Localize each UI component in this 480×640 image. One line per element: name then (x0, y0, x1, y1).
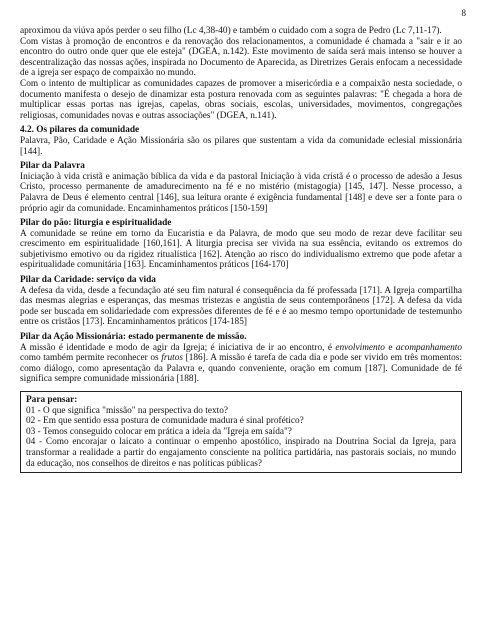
reflection-question-3: 03 - Temos conseguido colocar em prática a ideia da "Igreja em saída"? (26, 426, 292, 437)
text-pilar-caridade: A defesa da vida, desde a fecundação até seu fim natural é consequência da fé professada [171]. A Igreja compartilha das mesmas alegrias e esperanças, das mesmas tristezas e angústia de seus contemporâneos [172]. A defesa da vida pode ser buscada em solidariedade com expressões diferentes de fé e é ao mesmo tempo oportunidade de testemunho entre os cristãos [173]. Encaminhamentos práticos [174-185] (20, 285, 462, 328)
text-pilar-missao (20, 343, 462, 385)
missao-text-part-2: e (384, 342, 396, 353)
missao-italic-envolvimento: envolvimento (335, 342, 385, 353)
reflection-question-2: 02 - Em que sentido essa postura de comunidade madura é sinal profético? (26, 416, 304, 427)
reflection-question-1: 01 - O que significa "missão" na perspectiva do texto? (26, 405, 228, 416)
missao-text-part-3: como também permite reconhecer os (20, 353, 162, 364)
reflection-title: Para pensar: (26, 395, 78, 405)
missao-text-part-1: A missão é identidade e modo de agir da Igreja; é iniciativa de ir ao encontro, é (20, 342, 336, 353)
reflection-box (20, 391, 462, 473)
intro-paragraph-3: Com o intento de multiplicar as comunidades capazes de promover a misericórdia e a compaixão nesta sociedade, o documento manifesta o desejo de dinamizar esta postura renovada com as seguintes palavras: "É chegada a hora de multiplicar essas portas nas igrejas, capelas, obras sociais, escolas, universidades, movimentos, congregações religiosas, comunidades novas e outras associações" (DGEA, n.141). (20, 78, 462, 121)
missao-text-part-4: [186]. A missão é tarefa de cada dia e pode ser vivido em três momentos: como diálogo, como apresentação da Palavra e, quando conveniente, oração em comum [187]. Comunidade de fé significa sempre comunidade missionária [188]. (20, 353, 463, 385)
reflection-question-4: 04 - Como encorajar o laicato a continuar o empenho apostólico, inspirado na Doutrina Social da Igreja, para transformar a realidade a partir do engajamento consciente na política partidária, nas pastorais sociais, no mundo da educação, nos conselhos de direitos e nas políticas públicas? (26, 437, 456, 469)
text-pilar-palavra: Iniciação à vida cristã e animação bíblica da vida e da pastoral Iniciação à vida cristã é o processo de adesão a Jesus Cristo, processo permanente de amadurecimento na fé e no mistério (mistagogia) [145, 147]. Nesse processo, a Palavra de Deus é elemento central [146], sua leitura orante é exigência fundamental [148] e deve ser a fonte para o próprio agir da comunidade. Encaminhamentos práticos [150-159] (20, 171, 462, 214)
reflection-question-list (26, 406, 456, 470)
heading-pilar-palavra: Pilar da Palavra (20, 161, 85, 172)
missao-italic-acompanhamento: acompanhamento (395, 342, 462, 353)
section-text-pilares: Palavra, Pão, Caridade e Ação Missionária são os pilares que sustentam a vida da comunidade eclesial missionária [144]. (20, 135, 462, 157)
page-number: 8 (461, 8, 466, 18)
text-pilar-pao: A comunidade se reúne em torno da Eucaristia e da Palavra, de modo que seu modo de rezar deve facilitar seu crescimento em espiritualidade [160,161]. A liturgia precisa ser vivida na sua essência, evitando os extremos do subjetivismo emotivo ou da rigidez ritualística [162]. Atenção ao risco do individualismo extremo que pode afetar a espiritualidade comunitária [163]. Encaminhamentos práticos [164-170] (20, 228, 462, 271)
missao-italic-frutos: frutos (161, 353, 183, 364)
heading-pilar-caridade: Pilar da Caridade: serviço da vida (20, 275, 156, 286)
intro-paragraph-1: aproximou da viúva após perder o seu filho (Lc 4,38-40) e também o cuidado com a sogra de Pedro (Lc 7,11-17). (20, 26, 442, 36)
section-heading-pilares: 4.2. Os pilares da comunidade (20, 125, 140, 136)
heading-pilar-missao: Pilar da Ação Missionária: estado permanente de missão. (20, 332, 247, 343)
heading-pilar-pao: Pilar do pão: liturgia e espiritualidade (20, 218, 172, 229)
intro-paragraph-2: Com vistas à promoção de encontros e da renovação dos relacionamentos, a comunidade é chamada a "sair e ir ao encontro do outro onde quer que ele esteja" (DGEA, n.142). Este movimento de saída será mais intenso se houver a descentralização das nossas ações, inspirada no Documento de Aparecida, as Diretrizes Gerais enfocam a necessidade de a igreja ser espaço de compaixão no mundo. (20, 36, 462, 79)
